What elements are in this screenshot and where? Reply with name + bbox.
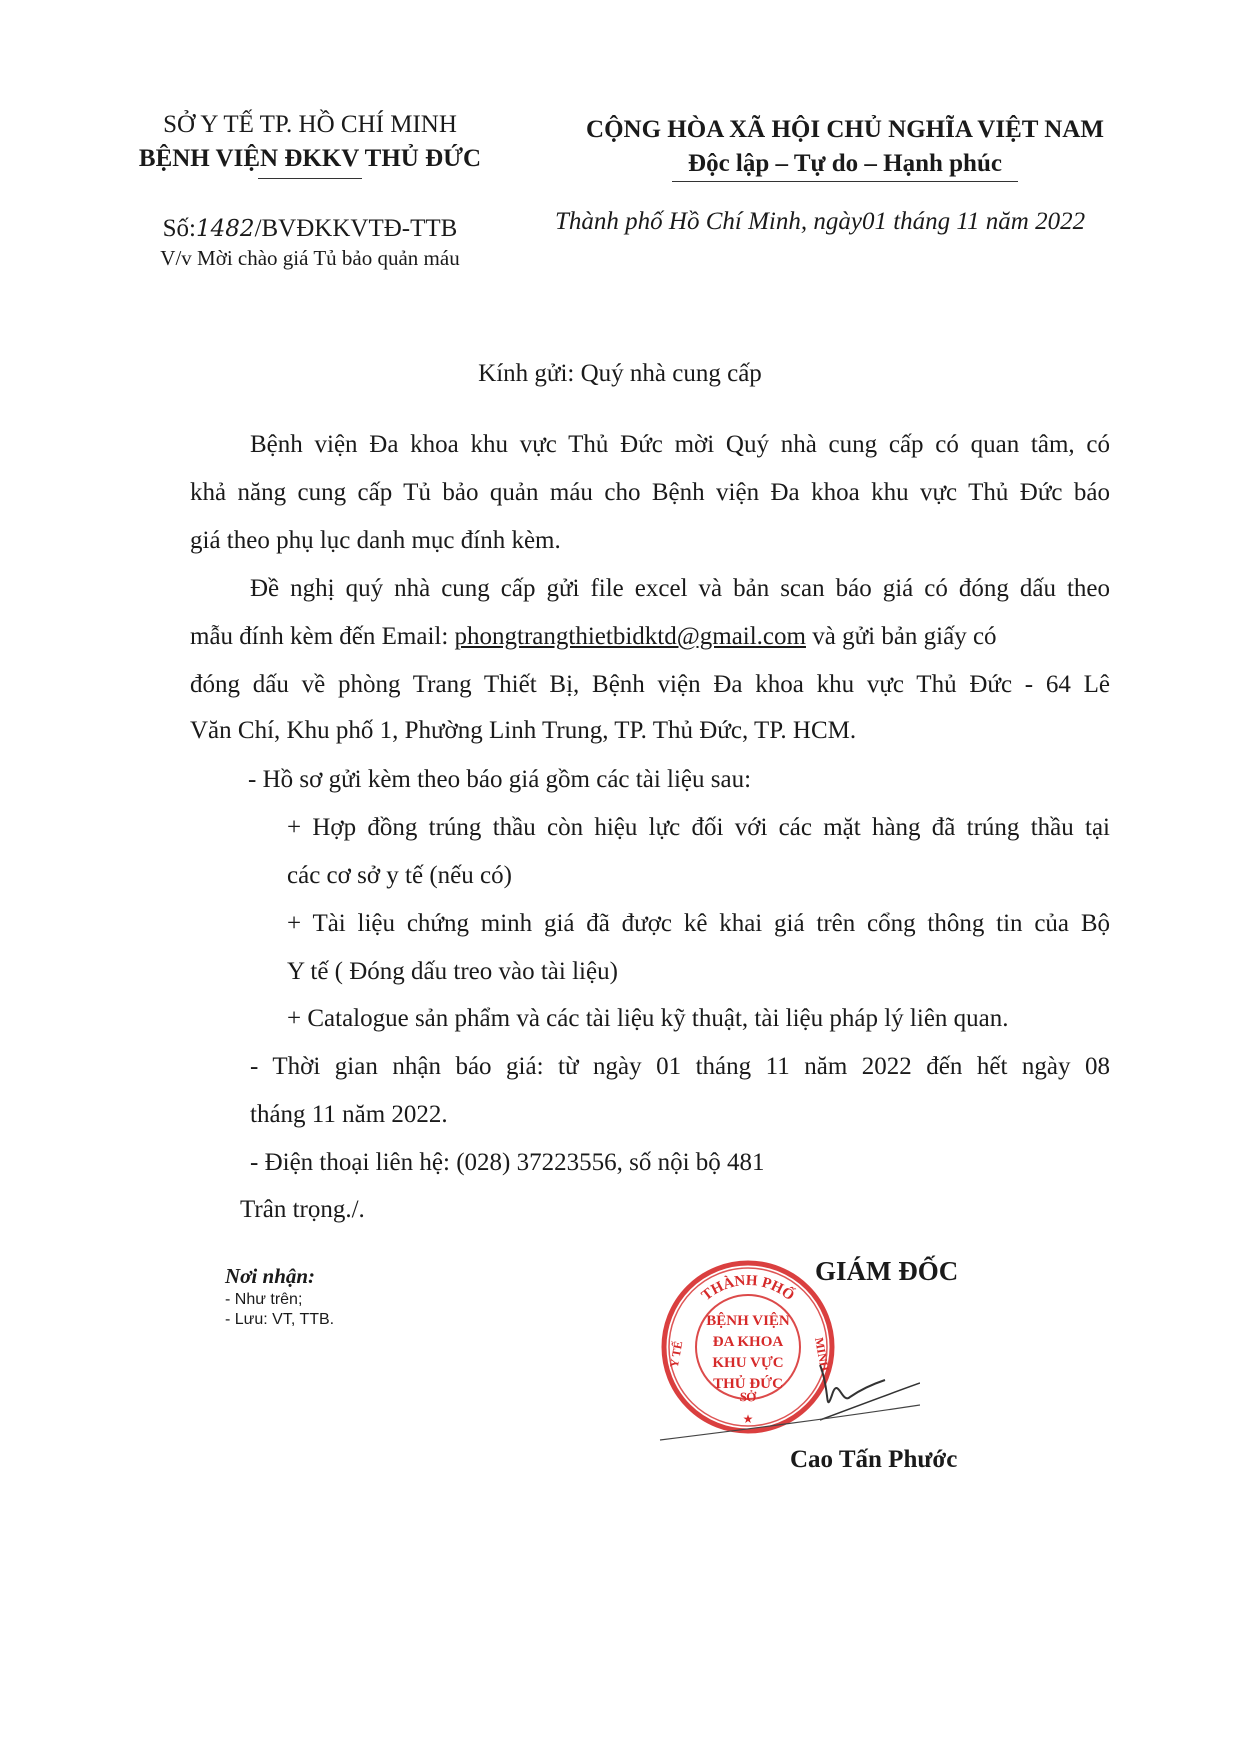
signer-title: GIÁM ĐỐC bbox=[815, 1256, 959, 1286]
receiving-time-line-2: tháng 11 năm 2022. bbox=[250, 1101, 448, 1128]
motto-underline bbox=[672, 181, 1018, 182]
issue-date bbox=[555, 208, 1155, 236]
contact-phone: - Điện thoại liên hệ: (028) 37223556, số nội bộ 481 bbox=[250, 1149, 765, 1176]
subject-line: V/v Mời chào giá Tủ bảo quản máu bbox=[160, 246, 460, 270]
closing-greeting: Trân trọng./. bbox=[240, 1196, 365, 1223]
seal-line-2: ĐA KHOA bbox=[712, 1334, 784, 1350]
paragraph-2-line-2 bbox=[190, 620, 1110, 654]
hospital-underline bbox=[258, 178, 362, 179]
seal-ring-top: THÀNH PHỐ bbox=[698, 1272, 798, 1305]
number-suffix: /BVĐKKVTĐ-TTB bbox=[254, 215, 458, 242]
paragraph-2-line-3: đóng dấu về phòng Trang Thiết Bị, Bệnh viện Đa khoa khu vực Thủ Đức - 64 Lê bbox=[190, 671, 1110, 698]
document-item-2-line-1: + Tài liệu chứng minh giá đã được kê khai giá trên cổng thông tin của Bộ bbox=[287, 910, 1110, 937]
number-label: Số: bbox=[162, 215, 197, 242]
recipient-item: - Như trên; bbox=[225, 1291, 303, 1308]
document-item-1-line-1: + Hợp đồng trúng thầu còn hiệu lực đối với các mặt hàng đã trúng thầu tại bbox=[287, 814, 1110, 841]
paragraph-1-line-1: Bệnh viện Đa khoa khu vực Thủ Đức mời Quý nhà cung cấp có quan tâm, có bbox=[250, 431, 1110, 458]
salutation: Kính gửi: Quý nhà cung cấp bbox=[478, 360, 762, 387]
date-day: 01 bbox=[861, 208, 887, 235]
number-handwritten: 1482 bbox=[196, 216, 255, 242]
paragraph-2-line-1: Đề nghị quý nhà cung cấp gửi file excel và bản scan báo giá có đóng dấu theo bbox=[250, 575, 1110, 602]
seal-line-3: KHU VỰC bbox=[712, 1355, 784, 1371]
hospital-name: BỆNH VIỆN ĐKKV THỦ ĐỨC bbox=[138, 145, 482, 172]
issuing-authority bbox=[110, 108, 510, 176]
seal-ring-right: MINH bbox=[812, 1336, 832, 1373]
seal-ring-bottom: SỞ bbox=[739, 1388, 757, 1405]
paragraph-2-line-4: Văn Chí, Khu phố 1, Phường Linh Trung, TP. Thủ Đức, TP. HCM. bbox=[190, 717, 857, 744]
country-name: CỘNG HÒA XÃ HỘI CHỦ NGHĨA VIỆT NAM bbox=[586, 116, 1104, 143]
department-name: SỞ Y TẾ TP. HỒ CHÍ MINH bbox=[163, 111, 457, 138]
paragraph-1-line-2: khả năng cung cấp Tủ bảo quản máu cho Bệnh viện Đa khoa khu vực Thủ Đức báo bbox=[190, 479, 1110, 506]
recipients-block bbox=[225, 1262, 334, 1330]
paragraph-1-line-3: giá theo phụ lục danh mục đính kèm. bbox=[190, 527, 561, 554]
document-item-2-line-2: Y tế ( Đóng dấu treo vào tài liệu) bbox=[287, 958, 618, 985]
document-item-3: + Catalogue sản phẩm và các tài liệu kỹ thuật, tài liệu pháp lý liên quan. bbox=[287, 1005, 1009, 1032]
date-prefix: Thành phố Hồ Chí Minh, ngày bbox=[555, 208, 862, 235]
documents-intro: - Hồ sơ gửi kèm theo báo giá gồm các tài liệu sau: bbox=[248, 766, 752, 793]
document-item-1-line-2: các cơ sở y tế (nếu có) bbox=[287, 862, 512, 889]
recipients-title: Nơi nhận: bbox=[225, 1264, 316, 1288]
date-suffix: tháng 11 năm 2022 bbox=[886, 208, 1086, 235]
receiving-time-line-1: - Thời gian nhận báo giá: từ ngày 01 tháng 11 năm 2022 đến hết ngày 08 bbox=[250, 1053, 1110, 1080]
email-link[interactable]: phongtrangthietbidktd@gmail.com bbox=[454, 623, 806, 650]
seal-star-icon: ★ bbox=[742, 1412, 754, 1426]
signer-name: Cao Tấn Phước bbox=[790, 1446, 958, 1473]
email-prefix: mẫu đính kèm đến Email: bbox=[190, 623, 455, 650]
seal-line-1: BỆNH VIỆN bbox=[706, 1313, 790, 1329]
national-motto: Độc lập – Tự do – Hạnh phúc bbox=[688, 150, 1002, 177]
seal-line-4: THỦ ĐỨC bbox=[713, 1376, 783, 1392]
seal-ring-left: Y TẾ bbox=[666, 1339, 686, 1369]
handwritten-signature bbox=[620, 1335, 920, 1445]
email-suffix: và gửi bản giấy có bbox=[805, 623, 997, 650]
document-number bbox=[110, 212, 510, 246]
recipient-item: - Lưu: VT, TTB. bbox=[225, 1311, 335, 1328]
